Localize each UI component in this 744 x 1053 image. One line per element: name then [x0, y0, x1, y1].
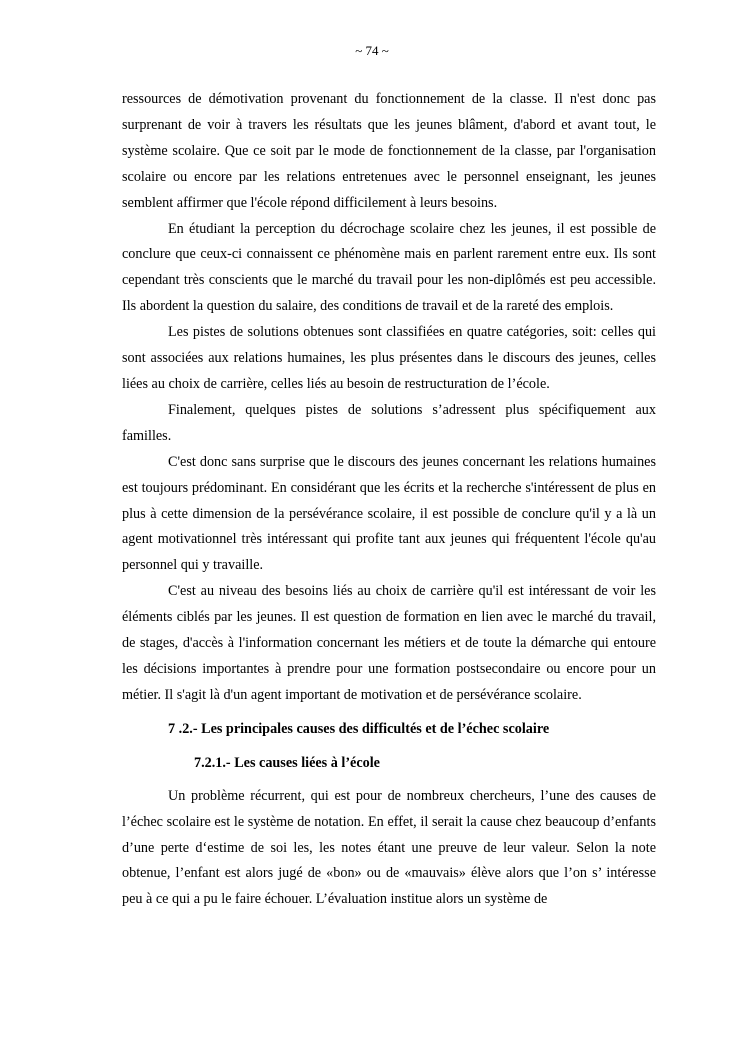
paragraph: En étudiant la perception du décrochage scolaire chez les jeunes, il est possible de conclure que ceux-ci connaissent ce phénomène mais en parlent rarement entre eux. Ils sont cependant très conscients que le marché du travail pour les non-diplômés est peu accessible. Ils abordent la question du salaire, des conditions de travail et de la rareté des emplois.	[122, 220, 656, 315]
paragraph: Les pistes de solutions obtenues sont classifiées en quatre catégories, soit: celles qui sont associées aux relations humaines, les plus présentes dans le discours des jeunes, celles liées au choix de carrière, celles liés au besoin de restructuration de l’école.	[122, 324, 656, 392]
page-number: ~ 74 ~	[355, 43, 389, 58]
body-text	[122, 87, 656, 913]
paragraph: Un problème récurrent, qui est pour de nombreux chercheurs, l’une des causes de l’échec scolaire est le système de notation. En effet, il serait la cause chez beaucoup d’enfants d’une perte d‘estime de soi les, les notes étant une preuve de leur valeur. Selon la note obtenue, l’enfant est alors jugé de «bon» ou de «mauvais» élève alors que l’on s’ intéresse peu à ce qui a pu le faire échouer. L’évaluation institue alors un système de	[122, 787, 656, 908]
section-heading: 7 .2.- Les principales causes des difficultés et de l’échec scolaire	[168, 720, 550, 737]
paragraph: Finalement, quelques pistes de solutions s’adressent plus spécifiquement aux familles.	[122, 401, 656, 444]
paragraph: C'est au niveau des besoins liés au choix de carrière qu'il est intéressant de voir les éléments ciblés par les jeunes. Il est question de formation en lien avec le marché du travail, de stages, d'accès à l'information concernant les métiers et de toute la démarche qui entoure les décisions importantes à prendre pour une formation postsecondaire ou encore pour un métier. Il s'agit là d'un agent important de motivation et de persévérance scolaire.	[122, 583, 656, 703]
paragraph: ressources de démotivation provenant du fonctionnement de la classe. Il n'est donc pas surprenant de voir à travers les résultats que les jeunes blâment, d'abord et avant tout, le système scolaire. Que ce soit par le mode de fonctionnement de la classe, par l'organisation scolaire ou encore par les relations entretenues avec le personnel enseignant, les jeunes semblent affirmer que l'école répond difficilement à leurs besoins.	[122, 91, 656, 211]
subsection-heading: 7.2.1.- Les causes liées à l’école	[194, 754, 380, 771]
paragraph: C'est donc sans surprise que le discours des jeunes concernant les relations humaines est toujours prédominant. En considérant que les écrits et la recherche s'intéressent de plus en plus à cette dimension de la persévérance scolaire, il est possible de conclure qu'il y a là un agent motivationnel très intéressant qui profite tant aux jeunes qui fréquentent l'école qu'au personnel qui y travaille.	[122, 453, 656, 574]
